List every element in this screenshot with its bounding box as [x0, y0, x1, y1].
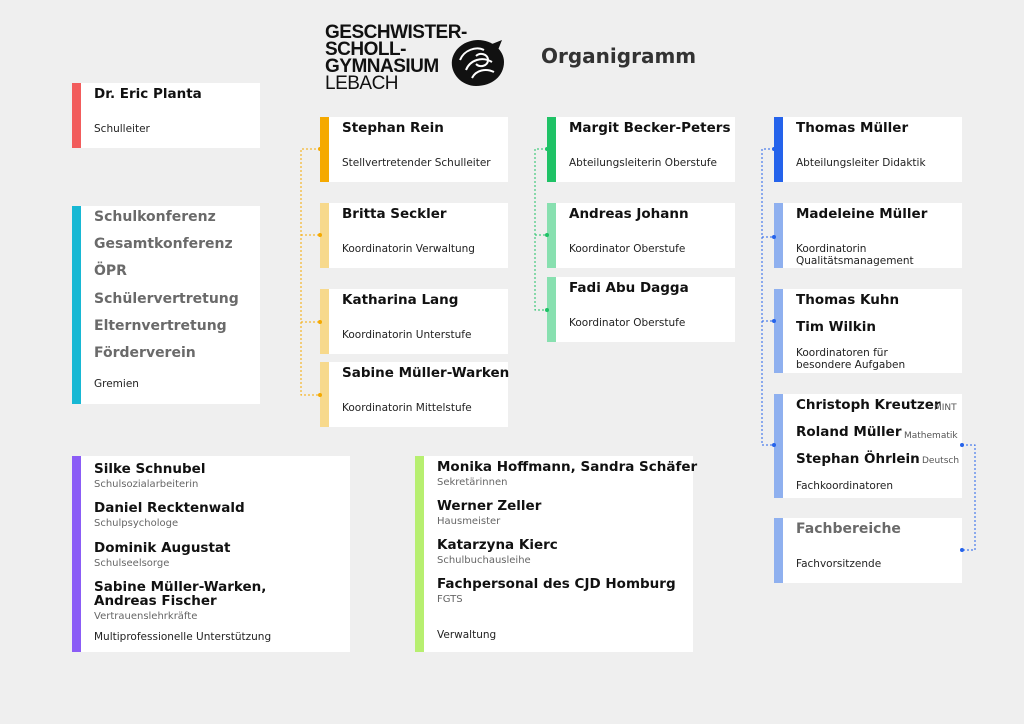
person-name: Roland Müller	[796, 424, 902, 440]
subject-tag: Mathematik	[904, 431, 958, 441]
connector-orange	[301, 149, 320, 395]
person-name: Stephan Öhrlein	[796, 451, 920, 467]
role-label: Koordinatorin Verwaltung	[342, 243, 475, 255]
subject-tag: MINT	[934, 403, 957, 413]
person-name: Tim Wilkin	[796, 319, 876, 335]
person-name: Dominik Augustat	[94, 540, 231, 556]
person-name: Katarzyna Kierc	[437, 537, 558, 553]
page-title: Organigramm	[541, 44, 697, 68]
role-label: Fachvorsitzende	[796, 558, 882, 570]
person-role: Schulpsychologe	[94, 518, 179, 529]
role-label: Koordinator Oberstufe	[569, 317, 686, 329]
person-name: Stephan Rein	[342, 120, 444, 136]
person-role: Hausmeister	[437, 516, 501, 527]
person-role: Sekretärinnen	[437, 477, 508, 488]
gremium-item: Förderverein	[94, 345, 196, 361]
gremium-item: Elternvertretung	[94, 318, 227, 334]
person-name: Katharina Lang	[342, 292, 459, 308]
role-label: Stellvertretender Schulleiter	[342, 157, 491, 169]
person-name: Werner Zeller	[437, 498, 542, 514]
person-name: Andreas Johann	[569, 206, 689, 222]
role-label: Abteilungsleiterin Oberstufe	[569, 157, 717, 169]
role-label: Koordinatoren für	[796, 347, 888, 359]
role-label: Koordinatorin Mittelstufe	[342, 402, 472, 414]
person-name: Andreas Fischer	[94, 593, 217, 609]
person-name: Fadi Abu Dagga	[569, 280, 689, 296]
role-label: Gremien	[94, 378, 139, 390]
connector-green	[535, 149, 547, 310]
role-label: Verwaltung	[437, 629, 497, 641]
group-name: Fachbereiche	[796, 521, 901, 537]
role-label: besondere Aufgaben	[796, 359, 906, 371]
person-name: Silke Schnubel	[94, 461, 206, 477]
gremium-item: Gesamtkonferenz	[94, 236, 233, 252]
person-name: Margit Becker-Peters	[569, 120, 731, 136]
person-name: Christoph Kreutzer	[796, 397, 941, 413]
subject-tag: Deutsch	[922, 456, 960, 466]
person-name: Daniel Recktenwald	[94, 500, 245, 516]
gremium-item: ÖPR	[94, 263, 127, 279]
person-name: Dr. Eric Planta	[94, 86, 202, 102]
role-label: Multiprofessionelle Unterstützung	[94, 631, 272, 643]
role-label: Schulleiter	[94, 123, 150, 135]
person-name: Thomas Müller	[796, 120, 909, 136]
person-role: Schulbuchausleihe	[437, 555, 531, 566]
role-label: Koordinator Oberstufe	[569, 243, 686, 255]
role-label: Abteilungsleiter Didaktik	[796, 157, 926, 169]
person-role: Schulseelsorge	[94, 558, 170, 569]
logo-text: GESCHWISTER- SCHOLL- GYMNASIUM LEBACH	[325, 22, 467, 94]
connector-blue	[762, 149, 975, 550]
role-label: Koordinatorin	[796, 243, 867, 255]
gremium-item: Schülervertretung	[94, 291, 239, 307]
person-role: Vertrauenslehrkräfte	[94, 611, 198, 622]
gremium-item: Schulkonferenz	[94, 209, 216, 225]
person-name: Britta Seckler	[342, 206, 447, 222]
person-name: Thomas Kuhn	[796, 292, 900, 308]
role-label: Qualitätsmanagement	[796, 255, 914, 267]
role-label: Koordinatorin Unterstufe	[342, 329, 472, 341]
person-name: Monika Hoffmann, Sandra Schäfer	[437, 459, 698, 475]
role-label: Fachkoordinatoren	[796, 480, 894, 492]
person-name: Sabine Müller-Warken	[342, 365, 510, 381]
person-name: Sabine Müller-Warken,	[94, 579, 267, 595]
person-name: Fachpersonal des CJD Homburg	[437, 576, 676, 592]
person-role: FGTS	[437, 594, 463, 605]
person-role: Schulsozialarbeiterin	[94, 479, 199, 490]
person-name: Madeleine Müller	[796, 206, 928, 222]
